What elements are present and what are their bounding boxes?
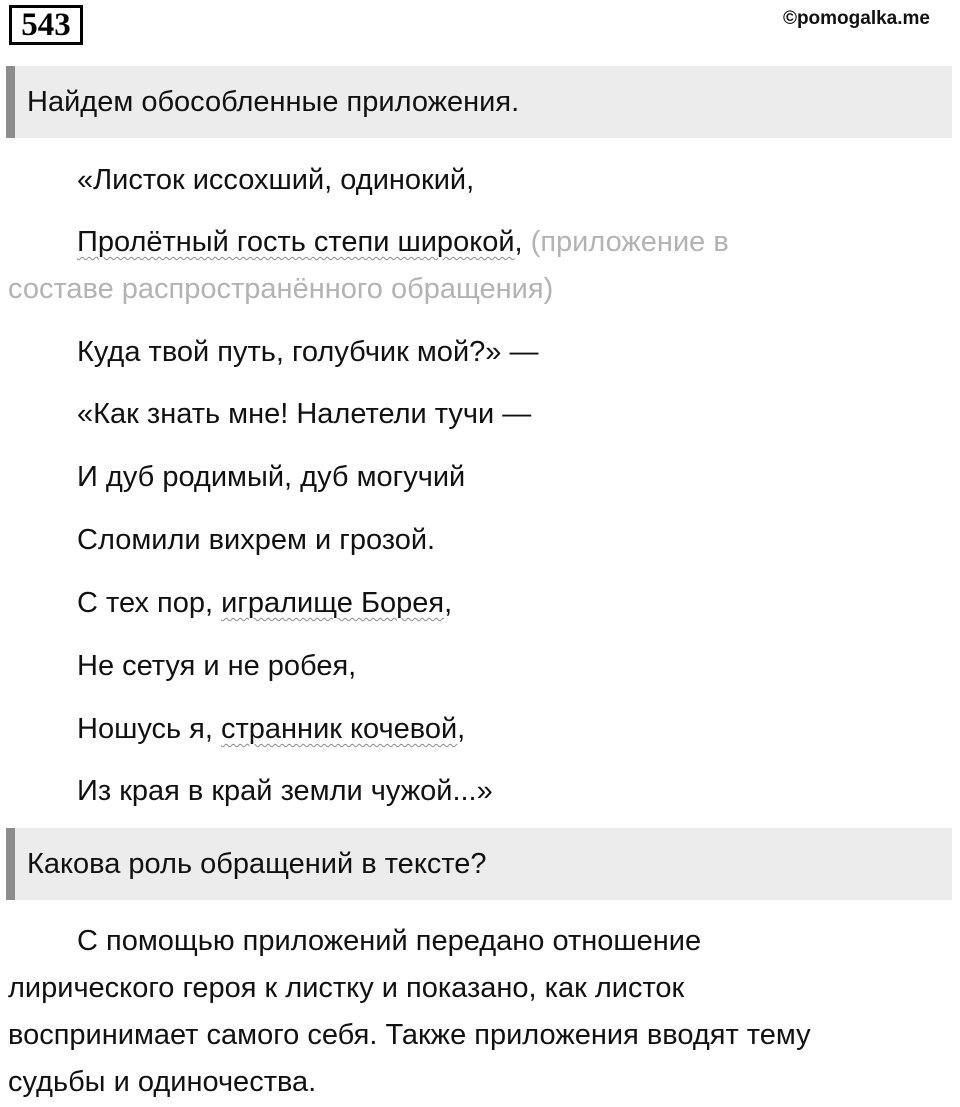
section-heading-text: Найдем обособленные приложения.	[27, 86, 520, 118]
poem-line-6: Сломили вихрем и грозой.	[77, 524, 436, 556]
annotation-note: (приложение в	[522, 226, 729, 258]
punctuation: ,	[514, 226, 523, 258]
poem-line-7	[77, 585, 452, 621]
appositive-highlight: игралище Борея	[221, 587, 445, 619]
punctuation: ,	[444, 587, 453, 619]
appositive-highlight: Пролётный гость степи широкой	[77, 226, 515, 258]
annotation-note-continued: составе распространённого обращения)	[8, 273, 554, 305]
poem-line-2	[77, 224, 729, 260]
poem-line-5: И дуб родимый, дуб могучий	[77, 461, 466, 493]
line-text: Ношусь я,	[77, 713, 221, 745]
poem-line-10: Из края в край земли чужой...»	[77, 775, 493, 807]
answer-line-4: судьбы и одиночества.	[8, 1066, 317, 1098]
poem-line-3: Куда твой путь, голубчик мой?» —	[77, 336, 539, 368]
poem-line-8: Не сетуя и не робея,	[77, 650, 357, 682]
poem-line-4: «Как знать мне! Налетели тучи —	[77, 398, 532, 430]
section-heading-question	[6, 828, 952, 900]
line-text: С тех пор,	[77, 587, 222, 619]
poem-line-1: «Листок иссохший, одинокий,	[77, 164, 475, 196]
punctuation: ,	[457, 713, 466, 745]
appositive-highlight: странник кочевой	[221, 713, 458, 745]
section-heading-text: Какова роль обращений в тексте?	[27, 848, 487, 880]
answer-line-3: воспринимает самого себя. Также приложения вводят тему	[8, 1019, 811, 1051]
section-heading-appositives	[6, 66, 952, 138]
exercise-number: 543	[9, 5, 83, 45]
poem-line-9	[77, 711, 465, 747]
site-watermark: ©pomogalka.me	[782, 8, 930, 29]
answer-line-2: лирического героя к листку и показано, как листок	[8, 972, 685, 1004]
answer-line-1: С помощью приложений передано отношение	[77, 925, 702, 957]
